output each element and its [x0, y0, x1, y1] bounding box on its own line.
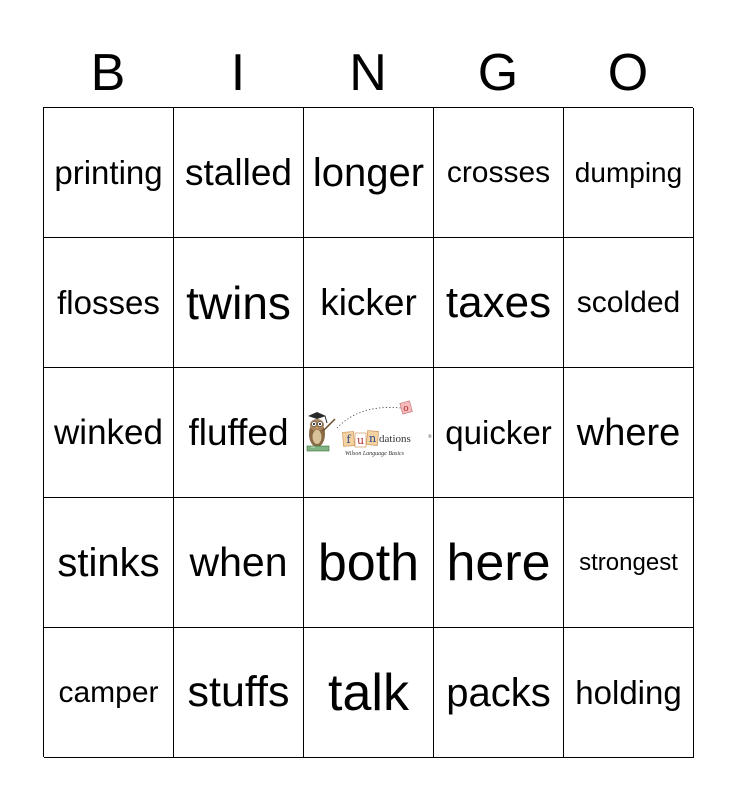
logo-tagline: Wilson Language Basics	[344, 450, 404, 457]
bingo-cell[interactable]: stuffs	[174, 628, 304, 758]
bingo-board	[43, 107, 693, 757]
bingo-cell[interactable]: fluffed	[174, 368, 304, 498]
bingo-cell[interactable]: longer	[304, 108, 434, 238]
header-letter-g: G	[477, 44, 519, 102]
header-letter-n: N	[349, 44, 387, 102]
bingo-cell[interactable]: kicker	[304, 238, 434, 368]
bingo-cell[interactable]: flosses	[44, 238, 174, 368]
bingo-cell[interactable]: printing	[44, 108, 174, 238]
bingo-cell[interactable]: talk	[304, 628, 434, 758]
bingo-cell[interactable]: holding	[564, 628, 694, 758]
bingo-cell[interactable]: stalled	[174, 108, 304, 238]
bingo-cell[interactable]: scolded	[564, 238, 694, 368]
bingo-cell[interactable]: where	[564, 368, 694, 498]
fundations-logo	[305, 398, 433, 468]
bingo-cell[interactable]: winked	[44, 368, 174, 498]
bingo-cell[interactable]: taxes	[434, 238, 564, 368]
free-space-cell[interactable]	[304, 368, 434, 498]
bingo-cell[interactable]: here	[434, 498, 564, 628]
bingo-cell[interactable]: stinks	[44, 498, 174, 628]
bingo-cell[interactable]: both	[304, 498, 434, 628]
bingo-cell[interactable]: dumping	[564, 108, 694, 238]
header-letter-b: B	[90, 44, 126, 102]
bingo-cell[interactable]: camper	[44, 628, 174, 758]
logo-letter-o: o	[402, 403, 409, 414]
bingo-cell[interactable]: twins	[174, 238, 304, 368]
owl-icon	[307, 412, 335, 451]
bingo-cell[interactable]: when	[174, 498, 304, 628]
logo-letter-u: u	[356, 433, 364, 447]
bingo-cell[interactable]: quicker	[434, 368, 564, 498]
logo-letter-n: n	[368, 431, 376, 445]
logo-letter-f: f	[345, 432, 351, 446]
logo-word-suffix: dations	[378, 432, 411, 445]
bingo-cell[interactable]: crosses	[434, 108, 564, 238]
bingo-cell[interactable]: strongest	[564, 498, 694, 628]
header-letter-o: O	[607, 44, 649, 102]
logo-registered-mark: ®	[427, 434, 432, 440]
bingo-header	[43, 40, 693, 106]
bingo-cell[interactable]: packs	[434, 628, 564, 758]
header-letter-i: I	[230, 44, 246, 102]
